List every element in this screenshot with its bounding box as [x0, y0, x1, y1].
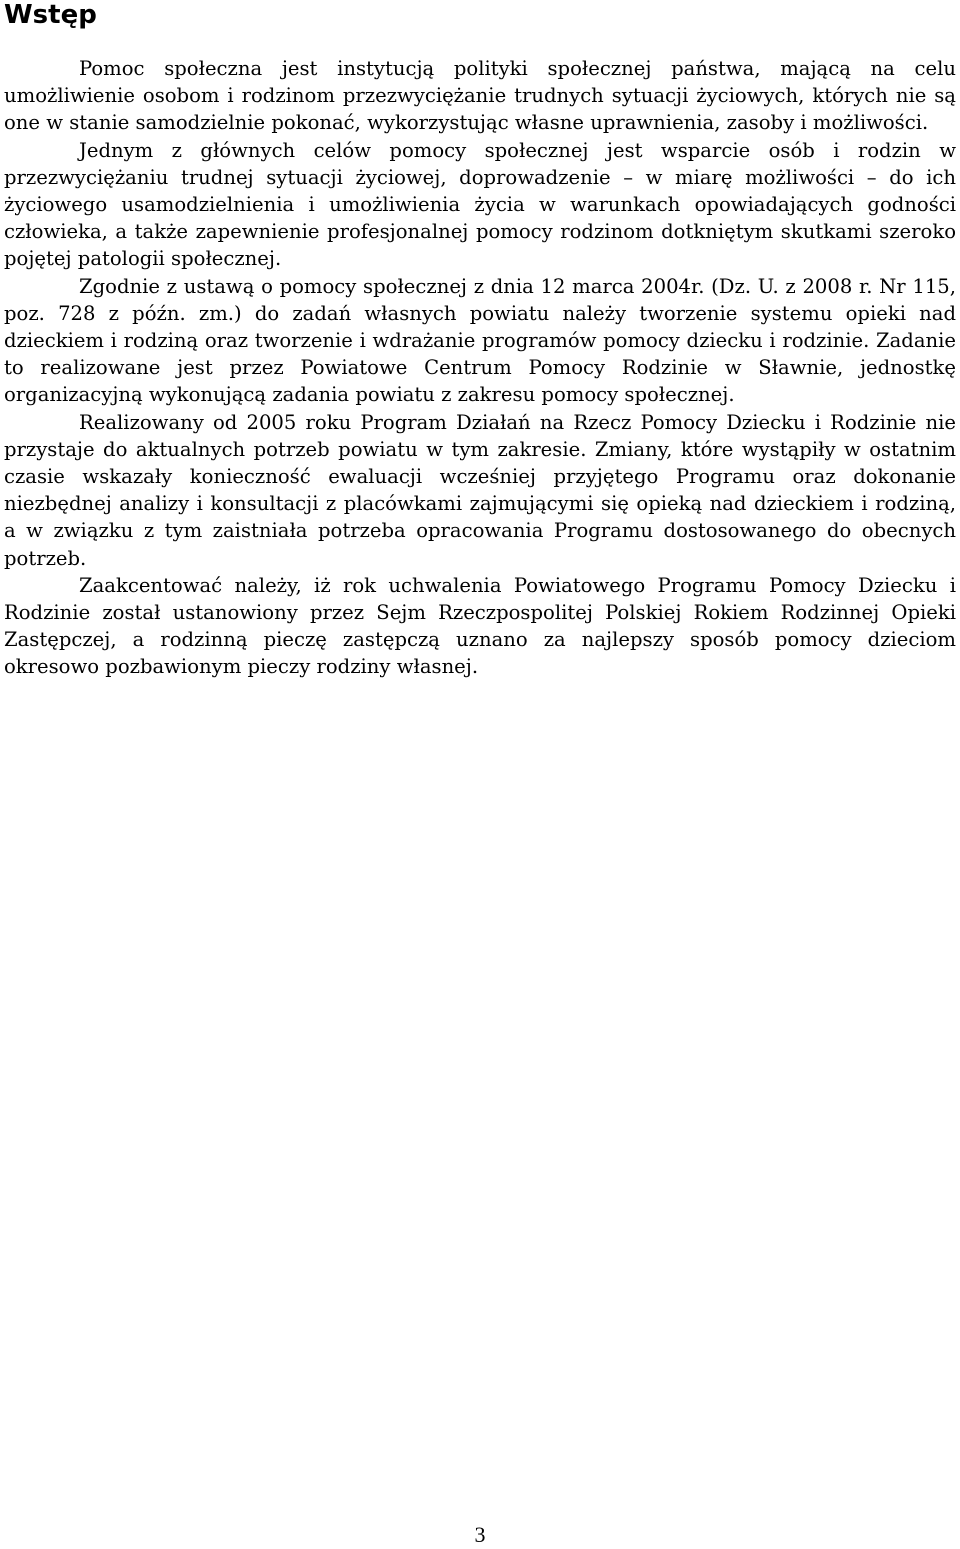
paragraph-3: Zgodnie z ustawą o pomocy społecznej z dnia 12 marca 2004r. (Dz. U. z 2008 r. Nr 115, poz. 728 z późn. zm.) do zadań własnych powiatu należy tworzenie systemu opieki nad dzieckiem i rodziną oraz tworzenie i wdrażanie programów pomocy dziecku i rodzinie. Zadanie to realizowane jest przez Powiatowe Centrum Pomocy Rodzinie w Sławnie, jednostkę organizacyjną wykonującą zadania powiatu z zakresu pomocy społecznej.: [4, 274, 956, 407]
page-number: 3: [474, 1522, 486, 1547]
section-heading: Wstęp: [4, 0, 97, 30]
paragraph-4: Realizowany od 2005 roku Program Działań na Rzecz Pomocy Dziecku i Rodzinie nie przystaje do aktualnych potrzeb powiatu w tym zakresie. Zmiany, które wystąpiły w ostatnim czasie wskazały konieczność ewaluacji wcześniej przyjętego Programu oraz dokonanie niezbędnej analizy i konsultacji z placówkami zajmującymi się opieką nad dzieckiem i rodziną, a w związku z tym zaistniała potrzeba opracowania Programu dostosowanego do obecnych potrzeb.: [4, 410, 956, 570]
paragraph-5: Zaakcentować należy, iż rok uchwalenia Powiatowego Programu Pomocy Dziecku i Rodzinie został ustanowiony przez Sejm Rzeczpospolitej Polskiej Rokiem Rodzinnej Opieki Zastępczej, a rodzinną pieczę zastępczą uznano za najlepszy sposób pomocy dzieciom okresowo pozbawionym pieczy rodziny własnej.: [4, 573, 956, 679]
paragraph-2: Jednym z głównych celów pomocy społecznej jest wsparcie osób i rodzin w przezwyciężaniu trudnej sytuacji życiowej, doprowadzenie – w miarę możliwości – do ich życiowego usamodzielnienia i umożliwienia życia w warunkach opowiadających godności człowieka, a także zapewnienie profesjonalnej pomocy rodzinom dotkniętym skutkami szeroko pojętej patologii społecznej.: [4, 138, 956, 271]
body-text: [4, 55, 956, 681]
paragraph-1: Pomoc społeczna jest instytucją polityki społecznej państwa, mającą na celu umożliwienie osobom i rodzinom przezwyciężanie trudnych sytuacji życiowych, których nie są one w stanie samodzielnie pokonać, wykorzystując własne uprawnienia, zasoby i możliwości.: [4, 57, 956, 135]
